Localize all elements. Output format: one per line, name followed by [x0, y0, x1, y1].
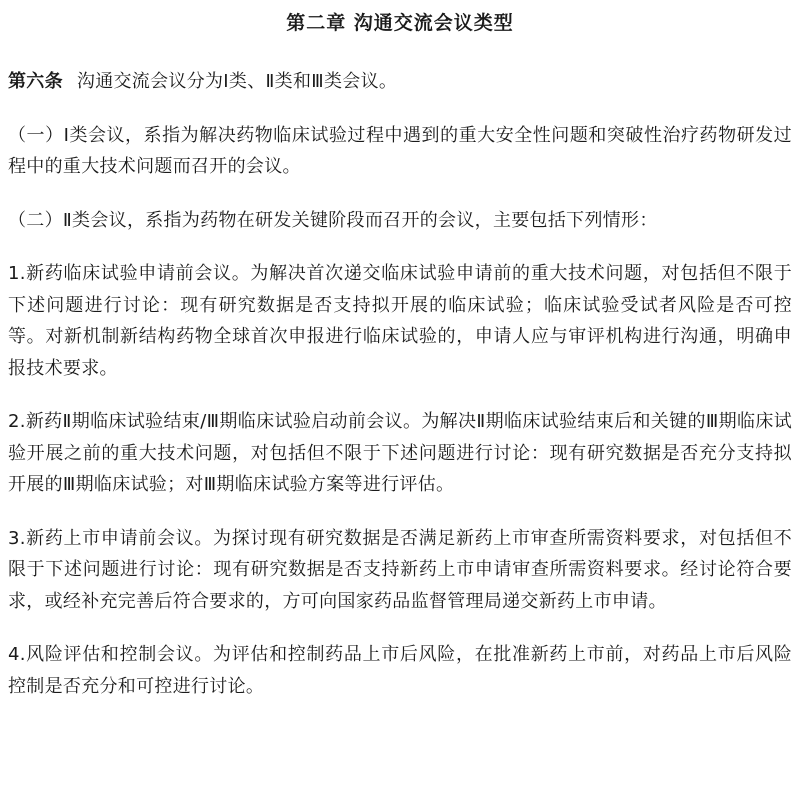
paragraph-item-2: 2.新药Ⅱ期临床试验结束/Ⅲ期临床试验启动前会议。为解决Ⅱ期临床试验结束后和关键的Ⅲ期临床试验开展之前的重大技术问题，对包括但不限于下述问题进行讨论：现有研究数据是否充分支持拟开展的Ⅲ期临床试验；对Ⅲ期临床试验方案等进行评估。 — [8, 411, 792, 495]
paragraph-item-3: 3.新药上市申请前会议。为探讨现有研究数据是否满足新药上市审查所需资料要求，对包括但不限于下述问题进行讨论：现有研究数据是否支持新药上市申请审查所需资料要求。经讨论符合要求，或经补充完善后符合要求的，方可向国家药品监督管理局递交新药上市申请。 — [8, 527, 792, 612]
article-label: 第六条 — [8, 71, 63, 92]
paragraph-type-2: （二）Ⅱ类会议，系指为药物在研发关键阶段而召开的会议，主要包括下列情形： — [8, 209, 658, 231]
chapter-title: 第二章 沟通交流会议类型 — [286, 12, 514, 34]
article-text: 沟通交流会议分为Ⅰ类、Ⅱ类和Ⅲ类会议。 — [76, 71, 398, 92]
paragraph-item-4: 4.风险评估和控制会议。为评估和控制药品上市后风险，在批准新药上市前，对药品上市后风险控制是否充分和可控进行讨论。 — [8, 644, 792, 697]
paragraph-item-1: 1.新药临床试验申请前会议。为解决首次递交临床试验申请前的重大技术问题，对包括但不限于下述问题进行讨论：现有研究数据是否支持拟开展的临床试验；临床试验受试者风险是否可控等。对新机制新结构药物全球首次申报进行临床试验的，申请人应与审评机构进行沟通，明确申报技术要求。 — [8, 263, 792, 379]
paragraph-type-1: （一）Ⅰ类会议，系指为解决药物临床试验过程中遇到的重大安全性问题和突破性治疗药物研发过程中的重大技术问题而召开的会议。 — [8, 124, 792, 177]
article-paragraph — [8, 66, 792, 98]
